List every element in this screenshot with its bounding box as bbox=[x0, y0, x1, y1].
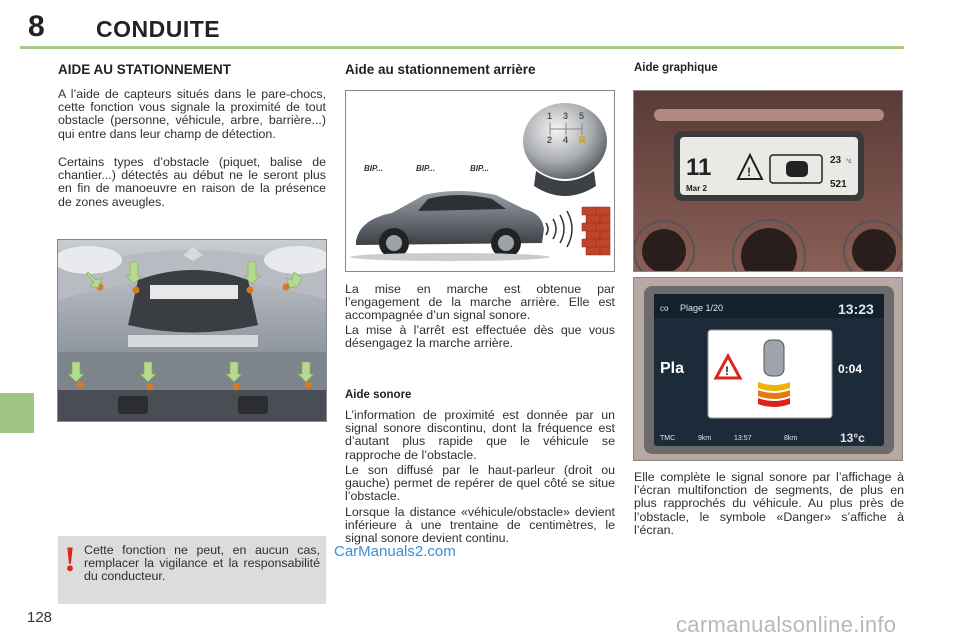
dash-temp: 23 bbox=[830, 155, 842, 166]
gear-2: 2 bbox=[547, 135, 553, 145]
screen-illustration bbox=[634, 278, 903, 461]
chapter-number: 8 bbox=[28, 10, 45, 43]
car-reversing-illustration bbox=[346, 91, 615, 272]
section-heading-parking-aid: AIDE AU STATIONNEMENT bbox=[58, 62, 231, 77]
dash-value: 521 bbox=[830, 179, 847, 190]
page-number: 128 bbox=[27, 609, 53, 626]
chapter-title: CONDUITE bbox=[96, 16, 221, 42]
rear-parking-illustration bbox=[345, 90, 615, 272]
screen-tmc: TMC bbox=[660, 435, 676, 442]
multifunction-screen-photo bbox=[633, 277, 903, 461]
screen-distance: 9km bbox=[698, 435, 712, 442]
dash-temp-unit: °c bbox=[846, 159, 852, 165]
sound-paragraph-3: Lorsque la distance «véhicule/obstacle» devient inférieure à une trentaine de centimètres, le signal sonore devient continu. bbox=[345, 505, 615, 546]
intro-paragraph-2: Certains types d’obstacle (piquet, balise de chantier...) détectés au début ne le seront plus en fin de manoeuvre en raison de la présence de zones aveugles. bbox=[58, 155, 326, 209]
gear-reverse: R bbox=[579, 135, 586, 145]
subheading-graphic-aid: Aide graphique bbox=[634, 62, 718, 74]
screen-temperature: 13°c bbox=[840, 431, 865, 445]
screen-distance-2: 8km bbox=[784, 435, 798, 442]
intro-paragraph-1: A l’aide de capteurs situés dans le pare-chocs, cette fonction vous signale la proximité de tout obstacle (personne, véhicule, arbre, barrière...) qui entre dans leur champ de détection. bbox=[58, 87, 326, 141]
sound-paragraph-2: Le son diffusé par le haut-parleur (droit ou gauche) permet de repérer de quel côté se situe l’obstacle. bbox=[345, 463, 615, 504]
dash-clock: 11 bbox=[686, 154, 712, 181]
bip-3: BIP... bbox=[470, 164, 489, 173]
screen-clock: 13:57 bbox=[734, 435, 752, 442]
sound-paragraph-1: L’information de proximité est donnée par un signal sonore discontinu, dont la fréquence est d’autant plus rapide que le véhicule se rapproche de l’obstacle. bbox=[345, 408, 615, 462]
svg-text:!: ! bbox=[725, 364, 729, 378]
gear-4: 4 bbox=[563, 135, 569, 145]
screen-source: co bbox=[660, 304, 669, 313]
gear-3: 3 bbox=[563, 111, 569, 121]
bumper-illustration bbox=[58, 240, 327, 422]
gear-5: 5 bbox=[579, 111, 585, 121]
proximity-segments bbox=[758, 382, 790, 407]
chapter-side-tab bbox=[0, 393, 34, 433]
warning-exclamation-icon: ! bbox=[64, 539, 76, 579]
screen-partial-title: Pla bbox=[660, 360, 685, 377]
graphic-aid-paragraph: Elle complète le signal sonore par l’affichage à l’écran multifonction de segments, de plus en plus rapprochés du véhicule. Au plus près de l’obstacle, le symbole «Danger» s’affiche à l’écran. bbox=[634, 470, 904, 537]
activation-paragraph: La mise en marche est obtenue par l’engagement de la marche arrière. Elle est accompagnée d’un signal sonore. bbox=[345, 282, 615, 323]
front-bumper-sensors-photo bbox=[57, 239, 327, 422]
dash-date: Mar 2 bbox=[686, 184, 707, 193]
car-topview-icon bbox=[786, 161, 808, 177]
screen-partial-time: 0:04 bbox=[838, 362, 863, 376]
gear-1: 1 bbox=[547, 111, 553, 121]
screen-time: 13:23 bbox=[838, 301, 874, 317]
warning-text: Cette fonction ne peut, en aucun cas, remplacer la vigilance et la responsabilité du conducteur. bbox=[84, 543, 320, 584]
bip-2: BIP... bbox=[416, 164, 435, 173]
dashboard-illustration bbox=[634, 91, 903, 272]
footer-watermark: carmanualsonline.info bbox=[676, 612, 897, 637]
subheading-sound-aid: Aide sonore bbox=[345, 389, 412, 401]
dashboard-display-photo bbox=[633, 90, 903, 272]
section-heading-rear-parking: Aide au stationnement arrière bbox=[345, 62, 536, 77]
deactivation-paragraph: La mise à l’arrêt est effectuée dès que vous désengagez la marche arrière. bbox=[345, 323, 615, 351]
chapter-divider bbox=[20, 46, 904, 49]
danger-exclamation-icon: ! bbox=[747, 165, 751, 179]
popup-car-icon bbox=[764, 340, 784, 376]
bip-1: BIP... bbox=[364, 164, 383, 173]
screen-track: Plage 1/20 bbox=[680, 303, 724, 313]
watermark-overlay: CarManuals2.com bbox=[334, 543, 456, 560]
